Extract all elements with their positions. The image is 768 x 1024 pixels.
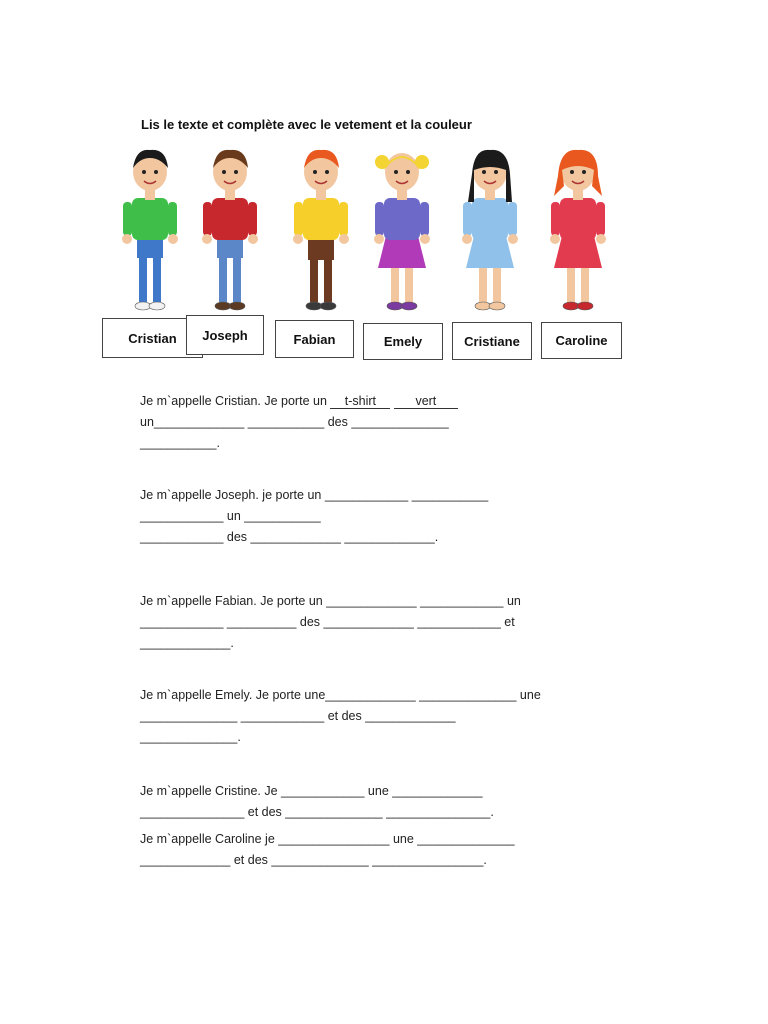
exercise-paragraph — [140, 781, 494, 823]
exercise-line[interactable] — [140, 591, 521, 612]
boy-red-shirt-icon — [192, 140, 268, 318]
exercise-line[interactable] — [140, 527, 488, 548]
exercise-line[interactable] — [140, 802, 494, 823]
exercise-paragraph — [140, 685, 541, 748]
exercise-line[interactable] — [140, 633, 521, 654]
name-label-fabian: Fabian — [275, 320, 354, 358]
line-text: Je m`appelle Fabian. Je porte un _____________ ____________ un — [140, 594, 521, 608]
exercise-line[interactable] — [140, 412, 458, 433]
worksheet-title: Lis le texte et complète avec le vetement et la couleur — [141, 117, 472, 132]
exercise-paragraph — [140, 485, 488, 548]
line-text: Je m`appelle Joseph. je porte un ____________ ___________ — [140, 488, 489, 502]
boy-yellow-shirt-icon — [283, 140, 359, 318]
exercise-line[interactable] — [140, 612, 521, 633]
exercise-line[interactable] — [140, 506, 488, 527]
line-text: _____________. — [140, 636, 234, 650]
line-text: ____________ des _____________ _____________. — [140, 530, 439, 544]
line-text: ____________ __________ des _____________ ____________ et — [140, 615, 515, 629]
line-text: ______________ ____________ et des _____________ — [140, 709, 456, 723]
line-text: ____________ un ___________ — [140, 509, 321, 523]
exercise-paragraph — [140, 591, 521, 654]
exercise-line[interactable] — [140, 485, 488, 506]
name-label-cristiane: Cristiane — [452, 322, 532, 360]
line-text: _______________ et des ______________ _______________. — [140, 805, 494, 819]
name-label-emely: Emely — [363, 323, 443, 360]
exercise-line[interactable] — [140, 829, 515, 850]
exercise-line[interactable] — [140, 685, 541, 706]
name-label-caroline: Caroline — [541, 322, 622, 359]
line-text: un_____________ ___________ des ______________ — [140, 415, 449, 429]
line-text: Je m`appelle Cristian. Je porte un — [140, 394, 331, 408]
line-text: Je m`appelle Cristine. Je ____________ une _____________ — [140, 784, 483, 798]
filled-answer[interactable]: t-shirt — [330, 394, 390, 409]
exercise-line[interactable] — [140, 391, 458, 412]
exercise-line[interactable] — [140, 433, 458, 454]
exercise-paragraph — [140, 829, 515, 871]
girl-purple-dress-icon — [364, 140, 440, 318]
line-text: _____________ et des ______________ ________________. — [140, 853, 487, 867]
exercise-line[interactable] — [140, 850, 515, 871]
exercise-paragraph — [140, 391, 458, 454]
name-label-joseph: Joseph — [186, 315, 264, 355]
line-text: ______________. — [140, 730, 241, 744]
exercise-line[interactable] — [140, 781, 494, 802]
exercise-line[interactable] — [140, 706, 541, 727]
boy-green-shirt-icon — [112, 140, 188, 318]
line-text: ___________. — [140, 436, 220, 450]
exercise-line[interactable] — [140, 727, 541, 748]
line-text: Je m`appelle Caroline je ________________ une ______________ — [140, 832, 515, 846]
girl-blue-dress-icon — [452, 140, 528, 318]
name-label-cristian: Cristian — [102, 318, 203, 358]
girl-red-dress-icon — [540, 140, 616, 318]
line-text: Je m`appelle Emely. Je porte une_____________ ______________ une — [140, 688, 541, 702]
filled-answer[interactable]: vert — [394, 394, 458, 409]
